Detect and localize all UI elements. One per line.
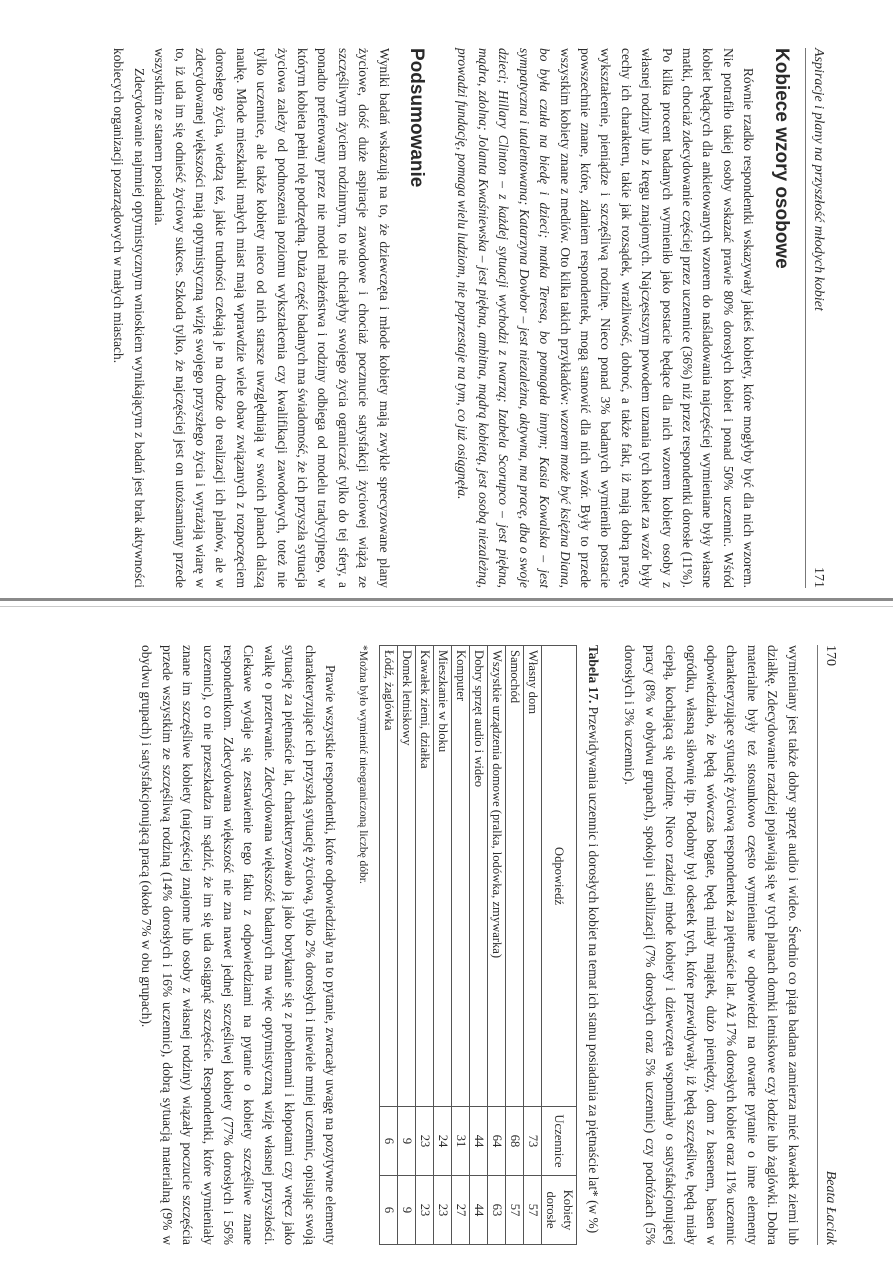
table-cell-value: 23	[415, 1176, 433, 1245]
table-cell-label: Komputer	[451, 646, 469, 1107]
table-row	[397, 646, 415, 1245]
table-cell-label: Własny dom	[523, 646, 541, 1107]
table-cell-value: 57	[505, 1176, 523, 1245]
table-cell-value: 23	[415, 1107, 433, 1176]
table-cell-label: Wszystkie urządzenia domowe (pralka, lodówka, zmywarka)	[487, 646, 505, 1107]
paragraph: wymieniany jest także dobry sprzęt audio i wideo. Średnio co piąta badana zamierza mieć kawałek ziemi lub działkę. Zdecydowanie rzadziej pojawiają się w tych planach domki letniskowe czy łodzie lub żaglówki. Dobra materialne były też stosunkowo często wymieniane w odpowiedzi na otwarte pytanie o inne elementy charakteryzujące sytuację życiową respondentek za piętnaście lat. Aż 17% dorosłych kobiet oraz 11% uczennic odpowiedziało, że będą wówczas bogate, będą miały majątek, dużo pieniędzy, dom z basenem, basen w ogródku, własną siłownię itp. Podobny był odsetek tych, które przewidywały, iż będą szczęśliwe, będą miały ciepłą, kochającą się rodzinę. Nieco rzadziej młode kobiety i dziewczęta wspominały o satysfakcjonującej pracy (8% w obydwu grupach), spokoju i stabilizacji (7% dorosłych oraz 5% uczennic) czy podróżach (5% dorosłych i 3% uczennic).	[622, 645, 801, 1245]
table-cell-value: 24	[433, 1107, 451, 1176]
table-cell-value: 27	[451, 1176, 469, 1245]
table-cell-value: 57	[523, 1176, 541, 1245]
table-cell-value: 9	[397, 1176, 415, 1245]
running-head: Beata Łaciak	[823, 1170, 838, 1245]
table-cell-value: 9	[397, 1107, 415, 1176]
paragraph: Zdecydowanie najmniej optymistycznym wnioskiem wynikającym z badań jest brak aktywności kobiecych organizacji pozarządowych w małych miastach.	[111, 48, 147, 588]
table-cell-value: 6	[379, 1176, 397, 1245]
page-number: 170	[823, 645, 838, 666]
table-cell-value: 68	[505, 1107, 523, 1176]
table-cell-value: 6	[379, 1107, 397, 1176]
paragraph: Prawie wszystkie respondentki, które odpowiedziały na to pytanie, zwracały uwagę na pozytywne elementy charakteryzujące ich przyszłą sytuację życiową, tylko 2% dorosłych i niewiele mniej uczennic, opisując swoją sytuację za piętnaście lat, charakteryzowało ją jako borykanie się z problemami i kłopotami czy wręcz jako walkę o przetrwanie. Zdecydowana większość badanych ma więc optymistyczną wizję własnej przyszłości. Ciekawe wydaje się zestawienie tego faktu z odpowiedziami na pytanie o kobiety szczęśliwe znane respondentkom. Zdecydowana większość nie zna nawet jednej szczęśliwej kobiety (77% dorosłych i 56% uczennic), co nie przeszkadza im sądzić, że im się uda osiągnąć szczęście. Respondentki, które wymieniały znane im szczęśliwe kobiety (najczęściej znajome lub osoby z własnej rodziny) wiązały poczucie szczęścia przede wszystkim ze szczęśliwą rodziną (14% dorosłych i 16% uczennic), dobrą sytuacją materialną (9% w obydwu grupach) i satysfakcjonującą pracą (około 7% w obu grupach).	[139, 645, 339, 1245]
left-page-rotated	[70, 645, 840, 1245]
paragraph-text: Równie rzadko respondentki wskazywały jakieś kobiety, które mogłyby być dla nich wzorem. Nie potrafiło takiej osoby wskazać prawie 80% dorosłych kobiet i ponad 50% uczennic. Wśród kobiet będących dla ankietowanych wzorem do naśladowania najczęściej wymieniane były własne matki, chociaż zdecydowanie częściej przez uczennice (36%) niż przez respondentki dorosłe (11%). Po kilka procent badanych wymieniło jako postacie będące dla nich wzorem kobiety osoby z własnej rodziny lub z kręgu znajomych. Najczęstszym powodem uznania tych kobiet za wzór były cechy ich charakteru, takie jak rozsądek, wrażliwość, dobroć, a także fakt, iż mają dobrą pracę, wykształcenie, pieniądze i szczęśliwą rodzinę. Nieco ponad 3% badanych wymieniło postacie powszechnie znane, które, zdaniem respondentek, mogą stanowić dla nich wzór. Były to przede wszystkim kobiety znane z mediów. Oto kilka takich przykładów:	[557, 48, 757, 588]
table-row	[415, 646, 433, 1245]
quote-text: wzorem może być księżna Diana, bo była czuła na biedę i dzieci; matka Teresa, bo pomagała innym; Kasia Kowalska – jest sympatyczna i utalentowana; Katarzyna Dowbor – jest niezależna, aktywna, ma pracę, dba o swoje dzieci; Hillary Clinton – z każdej sytuacji wychodzi z twarzą; Izabela Scorupco – jest piękna, mądra, zdolna; Jolanta Kwaśniewska – jest piękna, ambitna, mądrą kobietą, jest osobą niezależną, prowadzi fundację, pomaga wielu ludziom, nie poprzestaje na tym, co już osiągnęła.	[455, 48, 573, 588]
table-cell-value: 73	[523, 1107, 541, 1176]
table-cell-label: Kawałek ziemi, działka	[415, 646, 433, 1107]
table-row	[379, 646, 397, 1245]
running-head: Aspiracje i plany na przyszłość młodych kobiet	[811, 48, 826, 311]
table-header-row	[541, 646, 576, 1245]
table-cell-label: Łódź, żaglówka	[379, 646, 397, 1107]
table-cell-label: Dobry sprzęt audio i wideo	[469, 646, 487, 1107]
table-cell-value: 63	[487, 1176, 505, 1245]
table-header: Kobiety dorosłe	[541, 1176, 576, 1245]
table-17	[379, 645, 577, 1245]
table-cell-label: Domek letniskowy	[397, 646, 415, 1107]
section-heading: Kobiece wzory osobowe	[770, 48, 792, 269]
table-caption-text: Przewidywania uczennic i dorosłych kobiet na temat ich stanu posiadania za piętnaście lat* (w %)	[585, 706, 601, 1234]
table-caption	[583, 645, 603, 1245]
table-cell-value: 44	[469, 1176, 487, 1245]
section-heading: Podsumowanie	[406, 48, 428, 188]
table-cell-value: 23	[433, 1176, 451, 1245]
table-cell-label: Samochód	[505, 646, 523, 1107]
table-caption-label: Tabela 17.	[585, 645, 601, 704]
paragraph	[452, 48, 758, 588]
table-header: Odpowiedź	[541, 646, 576, 1107]
table-cell-value: 64	[487, 1107, 505, 1176]
right-page	[108, 48, 828, 588]
table-header: Uczennice	[541, 1107, 576, 1176]
left-page	[136, 645, 840, 1245]
table-row	[523, 646, 541, 1245]
table-row	[451, 646, 469, 1245]
left-page-header	[817, 645, 840, 1245]
right-page-rotated	[68, 48, 828, 608]
right-page-header	[805, 48, 828, 588]
table-cell-label: Mieszkanie w bloku	[433, 646, 451, 1107]
table-row	[505, 646, 523, 1245]
page-number: 171	[811, 567, 826, 588]
table-note: *Można było wymienić nieograniczoną liczbę dóbr.	[356, 645, 369, 884]
table-cell-value: 44	[469, 1107, 487, 1176]
table-row	[469, 646, 487, 1245]
table-row	[433, 646, 451, 1245]
paragraph: Wyniki badań wskazują na to, że dziewczęta i młode kobiety mają zwykle sprecyzowane plany życiowe, dość duże aspiracje zawodowe i chociaż pocznucie satysfakcji życiowej wiążą ze szczęśliwym życiem rodzinnym, to nie chciałyby swojego życia ograniczać tylko do tej sfery, a ponadto preferowany przez nie model małżeństwa i rodziny odbiega od modelu tradycyjnego, w którym kobieta pełni rolę podrzędną. Duża część badanych ma świadomość, że ich przyszła sytuacja życiowa zależy od podnoszenia poziomu wykształcenia czy kwalifikacji zawodowych, toteż nie tylko uczennice, ale także kobiety nieco od nich starsze uwzględniają w swoich planach dalszą naukę. Młode mieszkanki małych miast mają wprawdzie wiele obaw związanych z rozpoczęciem dorosłego życia, wiedzą też, jakie trudności czekają je na drodze do realizacji ich planów, ale w zdecydowanej większości mają optymistyczną wizję swojego przyszłego życia i wyrażają wiarę w to, iż uda im się odnieść życiowy sukces. Szkoda tylko, że najczęściej jest on utożsamiany przede wszystkim ze stanem posiadania.	[152, 48, 392, 588]
table-row	[487, 646, 505, 1245]
table-cell-value: 31	[451, 1107, 469, 1176]
